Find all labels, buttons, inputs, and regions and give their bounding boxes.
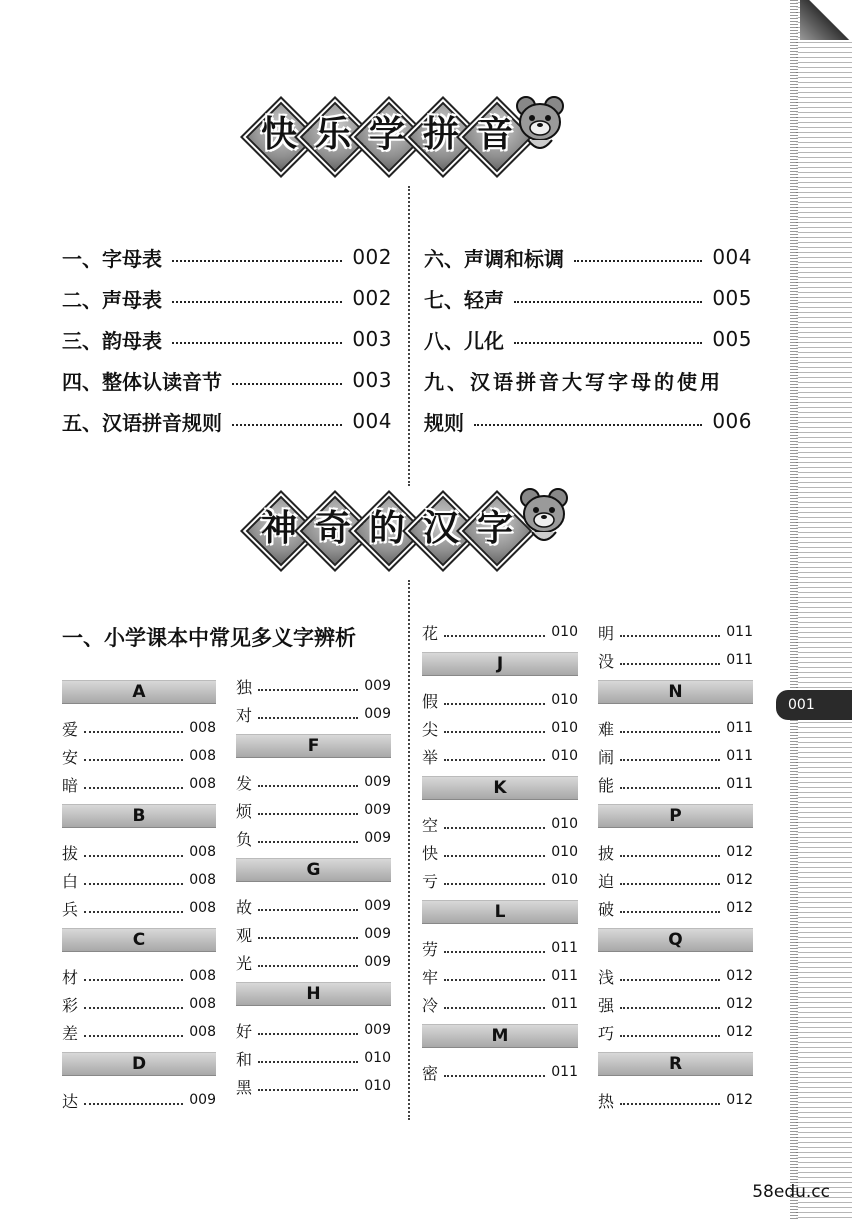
index-entry-page: 009 <box>364 774 391 790</box>
leader-dots <box>514 301 702 303</box>
index-entry[interactable] <box>236 770 391 794</box>
toc-entry[interactable] <box>62 281 392 315</box>
leader-dots <box>444 883 545 885</box>
leader-dots <box>258 965 358 967</box>
index-entry-page: 012 <box>726 900 753 916</box>
toc-entry-label: 八、儿化 <box>424 328 504 353</box>
index-entry-char: 难 <box>598 719 615 739</box>
index-entry-page: 010 <box>551 816 578 832</box>
letter-heading: G <box>236 858 391 882</box>
leader-dots <box>620 663 720 665</box>
index-entry-char: 负 <box>236 829 253 849</box>
toc-entry-page: 003 <box>352 327 392 351</box>
index-entry-page: 009 <box>364 678 391 694</box>
index-entry-page: 010 <box>551 624 578 640</box>
index-entry-page: 010 <box>551 692 578 708</box>
column-separator-top <box>408 186 410 486</box>
index-entry-char: 密 <box>422 1063 439 1083</box>
leader-dots <box>620 911 720 913</box>
index-entry[interactable] <box>236 1074 391 1098</box>
leader-dots <box>620 855 720 857</box>
index-entry-page: 011 <box>726 652 753 668</box>
index-entry-page: 008 <box>189 776 216 792</box>
toc-entry-label: 四、整体认读音节 <box>62 369 222 394</box>
section1-title-banner <box>246 100 556 180</box>
index-entry-page: 011 <box>726 776 753 792</box>
letter-heading: D <box>62 1052 216 1076</box>
index-entry-page: 008 <box>189 748 216 764</box>
index-entry-page: 009 <box>364 926 391 942</box>
index-entry-char: 暗 <box>62 775 79 795</box>
toc-entry[interactable] <box>62 240 392 274</box>
toc-entry-page: 006 <box>712 409 752 433</box>
index-entry-char: 快 <box>422 843 439 863</box>
index-entry-page: 009 <box>364 830 391 846</box>
index-entry-char: 披 <box>598 843 615 863</box>
index-entry[interactable] <box>62 840 216 864</box>
index-entry-char: 假 <box>422 691 439 711</box>
toc-entry[interactable] <box>424 281 752 315</box>
toc-entry[interactable] <box>62 363 392 397</box>
leader-dots <box>620 1007 720 1009</box>
toc-entry-label: 九、汉语拼音大写字母的使用 <box>424 369 723 394</box>
bear-mascot-icon <box>518 486 570 550</box>
toc-entry-label: 六、声调和标调 <box>424 246 564 271</box>
index-entry[interactable] <box>236 826 391 850</box>
index-entry[interactable] <box>598 772 753 796</box>
leader-dots <box>258 1089 358 1091</box>
leader-dots <box>84 979 183 981</box>
index-entry-page: 009 <box>364 1022 391 1038</box>
leader-dots <box>444 635 545 637</box>
index-entry-page: 009 <box>364 706 391 722</box>
index-entry-char: 劳 <box>422 939 439 959</box>
index-entry-page: 008 <box>189 900 216 916</box>
index-entry-page: 011 <box>726 624 753 640</box>
title-char: 乐 <box>314 114 351 155</box>
leader-dots <box>84 787 183 789</box>
leader-dots <box>232 383 342 385</box>
section2-title-banner <box>246 494 566 574</box>
letter-heading: R <box>598 1052 753 1076</box>
leader-dots <box>172 342 342 344</box>
toc-entry-label: 七、轻声 <box>424 287 504 312</box>
index-entry-char: 空 <box>422 815 439 835</box>
index-entry-page: 011 <box>551 1064 578 1080</box>
toc-entry-page: 002 <box>352 245 392 269</box>
index-entry[interactable] <box>236 702 391 726</box>
toc-entry-page: 003 <box>352 368 392 392</box>
leader-dots <box>444 1007 545 1009</box>
leader-dots <box>444 759 545 761</box>
toc-entry[interactable] <box>424 240 752 274</box>
letter-heading: F <box>236 734 391 758</box>
index-entry-page: 012 <box>726 996 753 1012</box>
index-entry[interactable] <box>422 716 578 740</box>
index-entry-char: 好 <box>236 1021 253 1041</box>
index-entry-page: 009 <box>189 1092 216 1108</box>
letter-heading: M <box>422 1024 578 1048</box>
index-entry-page: 011 <box>551 996 578 1012</box>
index-entry[interactable] <box>598 840 753 864</box>
index-entry-char: 观 <box>236 925 253 945</box>
edge-border-line <box>790 0 798 1220</box>
index-entry[interactable] <box>598 716 753 740</box>
index-entry[interactable] <box>422 744 578 768</box>
index-entry-page: 012 <box>726 872 753 888</box>
index-entry-char: 亏 <box>422 871 439 891</box>
leader-dots <box>84 1103 183 1105</box>
index-entry[interactable] <box>62 744 216 768</box>
index-entry[interactable] <box>598 1020 753 1044</box>
leader-dots <box>84 759 183 761</box>
leader-dots <box>444 951 545 953</box>
leader-dots <box>258 1061 358 1063</box>
index-entry[interactable] <box>422 992 578 1016</box>
watermark: 58edu.cc <box>752 1182 830 1202</box>
index-entry-char: 爱 <box>62 719 79 739</box>
leader-dots <box>444 703 545 705</box>
index-entry[interactable] <box>422 936 578 960</box>
index-entry[interactable] <box>598 744 753 768</box>
index-entry[interactable] <box>62 868 216 892</box>
leader-dots <box>474 424 702 426</box>
index-entry-page: 011 <box>726 720 753 736</box>
index-entry[interactable] <box>236 1046 391 1070</box>
leader-dots <box>620 731 720 733</box>
index-entry-char: 拔 <box>62 843 79 863</box>
letter-heading: H <box>236 982 391 1006</box>
subsection-title: 一、小学课本中常见多义字辨析 <box>62 626 356 650</box>
index-entry-page: 009 <box>364 898 391 914</box>
leader-dots <box>444 731 545 733</box>
index-entry-page: 011 <box>551 940 578 956</box>
index-entry[interactable] <box>62 992 216 1016</box>
index-entry-char: 破 <box>598 899 615 919</box>
leader-dots <box>258 1033 358 1035</box>
index-entry-char: 冷 <box>422 995 439 1015</box>
index-entry-char: 光 <box>236 953 253 973</box>
index-entry-page: 009 <box>364 802 391 818</box>
index-entry-char: 黑 <box>236 1077 253 1097</box>
toc-entry-label: 二、声母表 <box>62 287 162 312</box>
letter-heading: C <box>62 928 216 952</box>
letter-heading: Q <box>598 928 753 952</box>
index-entry-char: 牢 <box>422 967 439 987</box>
leader-dots <box>444 855 545 857</box>
leader-dots <box>84 1007 183 1009</box>
index-entry-page: 010 <box>551 720 578 736</box>
index-entry-char: 达 <box>62 1091 79 1111</box>
index-entry-page: 012 <box>726 968 753 984</box>
leader-dots <box>258 689 358 691</box>
toc-entry-page: 004 <box>352 409 392 433</box>
index-entry-char: 发 <box>236 773 253 793</box>
index-entry-char: 花 <box>422 623 439 643</box>
index-entry[interactable] <box>62 1088 216 1112</box>
toc-entry-page: 005 <box>712 286 752 310</box>
toc-entry-label: 规则 <box>424 410 464 435</box>
letter-heading: K <box>422 776 578 800</box>
leader-dots <box>620 635 720 637</box>
index-entry[interactable] <box>422 840 578 864</box>
leader-dots <box>620 787 720 789</box>
title-char: 奇 <box>314 508 351 549</box>
index-entry-page: 009 <box>364 954 391 970</box>
toc-entry-label: 一、字母表 <box>62 246 162 271</box>
index-entry-char: 能 <box>598 775 615 795</box>
leader-dots <box>444 827 545 829</box>
letter-heading: B <box>62 804 216 828</box>
leader-dots <box>620 759 720 761</box>
leader-dots <box>258 785 358 787</box>
page-corner-fold <box>800 0 852 40</box>
index-entry-page: 010 <box>364 1050 391 1066</box>
title-char: 学 <box>368 114 405 155</box>
index-entry-page: 010 <box>551 872 578 888</box>
title-char: 快 <box>260 114 297 155</box>
index-entry-page: 008 <box>189 996 216 1012</box>
index-entry[interactable] <box>62 1020 216 1044</box>
title-char: 拼 <box>422 114 459 155</box>
index-entry[interactable] <box>236 950 391 974</box>
leader-dots <box>620 1103 720 1105</box>
index-entry[interactable] <box>236 674 391 698</box>
toc-entry-label: 三、韵母表 <box>62 328 162 353</box>
index-entry-page: 008 <box>189 720 216 736</box>
index-entry-char: 和 <box>236 1049 253 1069</box>
index-entry[interactable] <box>422 688 578 712</box>
title-char: 汉 <box>422 508 459 549</box>
title-char: 的 <box>368 508 405 549</box>
index-entry[interactable] <box>598 648 753 672</box>
index-entry[interactable] <box>598 964 753 988</box>
toc-entry[interactable] <box>424 322 752 356</box>
index-entry-char: 差 <box>62 1023 79 1043</box>
column-separator-bottom <box>408 580 410 1120</box>
index-entry[interactable] <box>236 798 391 822</box>
letter-heading: P <box>598 804 753 828</box>
bear-mascot-icon <box>514 94 566 158</box>
index-entry-char: 彩 <box>62 995 79 1015</box>
toc-entry-label: 五、汉语拼音规则 <box>62 410 222 435</box>
letter-heading: J <box>422 652 578 676</box>
title-char: 音 <box>476 114 513 155</box>
leader-dots <box>444 1075 545 1077</box>
index-entry-char: 白 <box>62 871 79 891</box>
index-entry-char: 故 <box>236 897 253 917</box>
leader-dots <box>444 979 545 981</box>
letter-heading: N <box>598 680 753 704</box>
index-entry[interactable] <box>598 992 753 1016</box>
index-entry-page: 008 <box>189 968 216 984</box>
index-entry-page: 010 <box>551 748 578 764</box>
index-entry[interactable] <box>422 868 578 892</box>
index-entry-char: 尖 <box>422 719 439 739</box>
leader-dots <box>258 717 358 719</box>
index-entry[interactable] <box>236 894 391 918</box>
index-entry[interactable] <box>422 620 578 644</box>
leader-dots <box>258 813 358 815</box>
index-entry[interactable] <box>236 922 391 946</box>
index-entry-char: 烦 <box>236 801 253 821</box>
leader-dots <box>172 260 342 262</box>
title-char: 神 <box>260 508 297 549</box>
index-entry-page: 011 <box>551 968 578 984</box>
index-entry-char: 材 <box>62 967 79 987</box>
index-entry-char: 兵 <box>62 899 79 919</box>
index-entry[interactable] <box>236 1018 391 1042</box>
index-entry[interactable] <box>62 772 216 796</box>
toc-entry[interactable] <box>62 322 392 356</box>
toc-entry-page: 002 <box>352 286 392 310</box>
leader-dots <box>232 424 342 426</box>
index-entry[interactable] <box>598 868 753 892</box>
index-entry[interactable] <box>422 812 578 836</box>
leader-dots <box>620 979 720 981</box>
index-entry-page: 010 <box>551 844 578 860</box>
index-entry[interactable] <box>598 620 753 644</box>
edge-text-strip <box>796 0 852 1220</box>
index-entry-char: 独 <box>236 677 253 697</box>
toc-entry[interactable] <box>424 363 752 397</box>
leader-dots <box>84 883 183 885</box>
toc-entry[interactable] <box>62 404 392 438</box>
leader-dots <box>620 883 720 885</box>
index-entry[interactable] <box>422 1060 578 1084</box>
index-entry[interactable] <box>598 896 753 920</box>
leader-dots <box>84 911 183 913</box>
toc-entry[interactable] <box>424 404 752 438</box>
index-entry-char: 闹 <box>598 747 615 767</box>
index-entry-char: 强 <box>598 995 615 1015</box>
leader-dots <box>258 909 358 911</box>
leader-dots <box>258 937 358 939</box>
index-entry-char: 没 <box>598 651 615 671</box>
title-char: 字 <box>476 508 513 549</box>
index-entry[interactable] <box>422 964 578 988</box>
index-entry[interactable] <box>62 964 216 988</box>
index-entry-page: 008 <box>189 844 216 860</box>
index-entry[interactable] <box>62 716 216 740</box>
index-entry-page: 008 <box>189 1024 216 1040</box>
index-entry-char: 明 <box>598 623 615 643</box>
toc-entry-page: 004 <box>712 245 752 269</box>
index-entry-page: 008 <box>189 872 216 888</box>
index-entry-char: 巧 <box>598 1023 615 1043</box>
leader-dots <box>574 260 702 262</box>
leader-dots <box>84 855 183 857</box>
leader-dots <box>258 841 358 843</box>
index-entry-page: 011 <box>726 748 753 764</box>
index-entry-char: 迫 <box>598 871 615 891</box>
letter-heading: L <box>422 900 578 924</box>
index-entry-char: 热 <box>598 1091 615 1111</box>
index-entry-page: 012 <box>726 1024 753 1040</box>
index-entry-page: 010 <box>364 1078 391 1094</box>
leader-dots <box>620 1035 720 1037</box>
index-entry-char: 安 <box>62 747 79 767</box>
index-entry-char: 对 <box>236 705 253 725</box>
index-entry[interactable] <box>62 896 216 920</box>
leader-dots <box>84 1035 183 1037</box>
index-entry-page: 012 <box>726 1092 753 1108</box>
leader-dots <box>514 342 702 344</box>
index-entry-char: 举 <box>422 747 439 767</box>
toc-entry-page: 005 <box>712 327 752 351</box>
leader-dots <box>172 301 342 303</box>
page-number-tab: 001 <box>776 690 852 720</box>
index-entry-char: 浅 <box>598 967 615 987</box>
index-entry-page: 012 <box>726 844 753 860</box>
index-entry[interactable] <box>598 1088 753 1112</box>
letter-heading: A <box>62 680 216 704</box>
leader-dots <box>84 731 183 733</box>
